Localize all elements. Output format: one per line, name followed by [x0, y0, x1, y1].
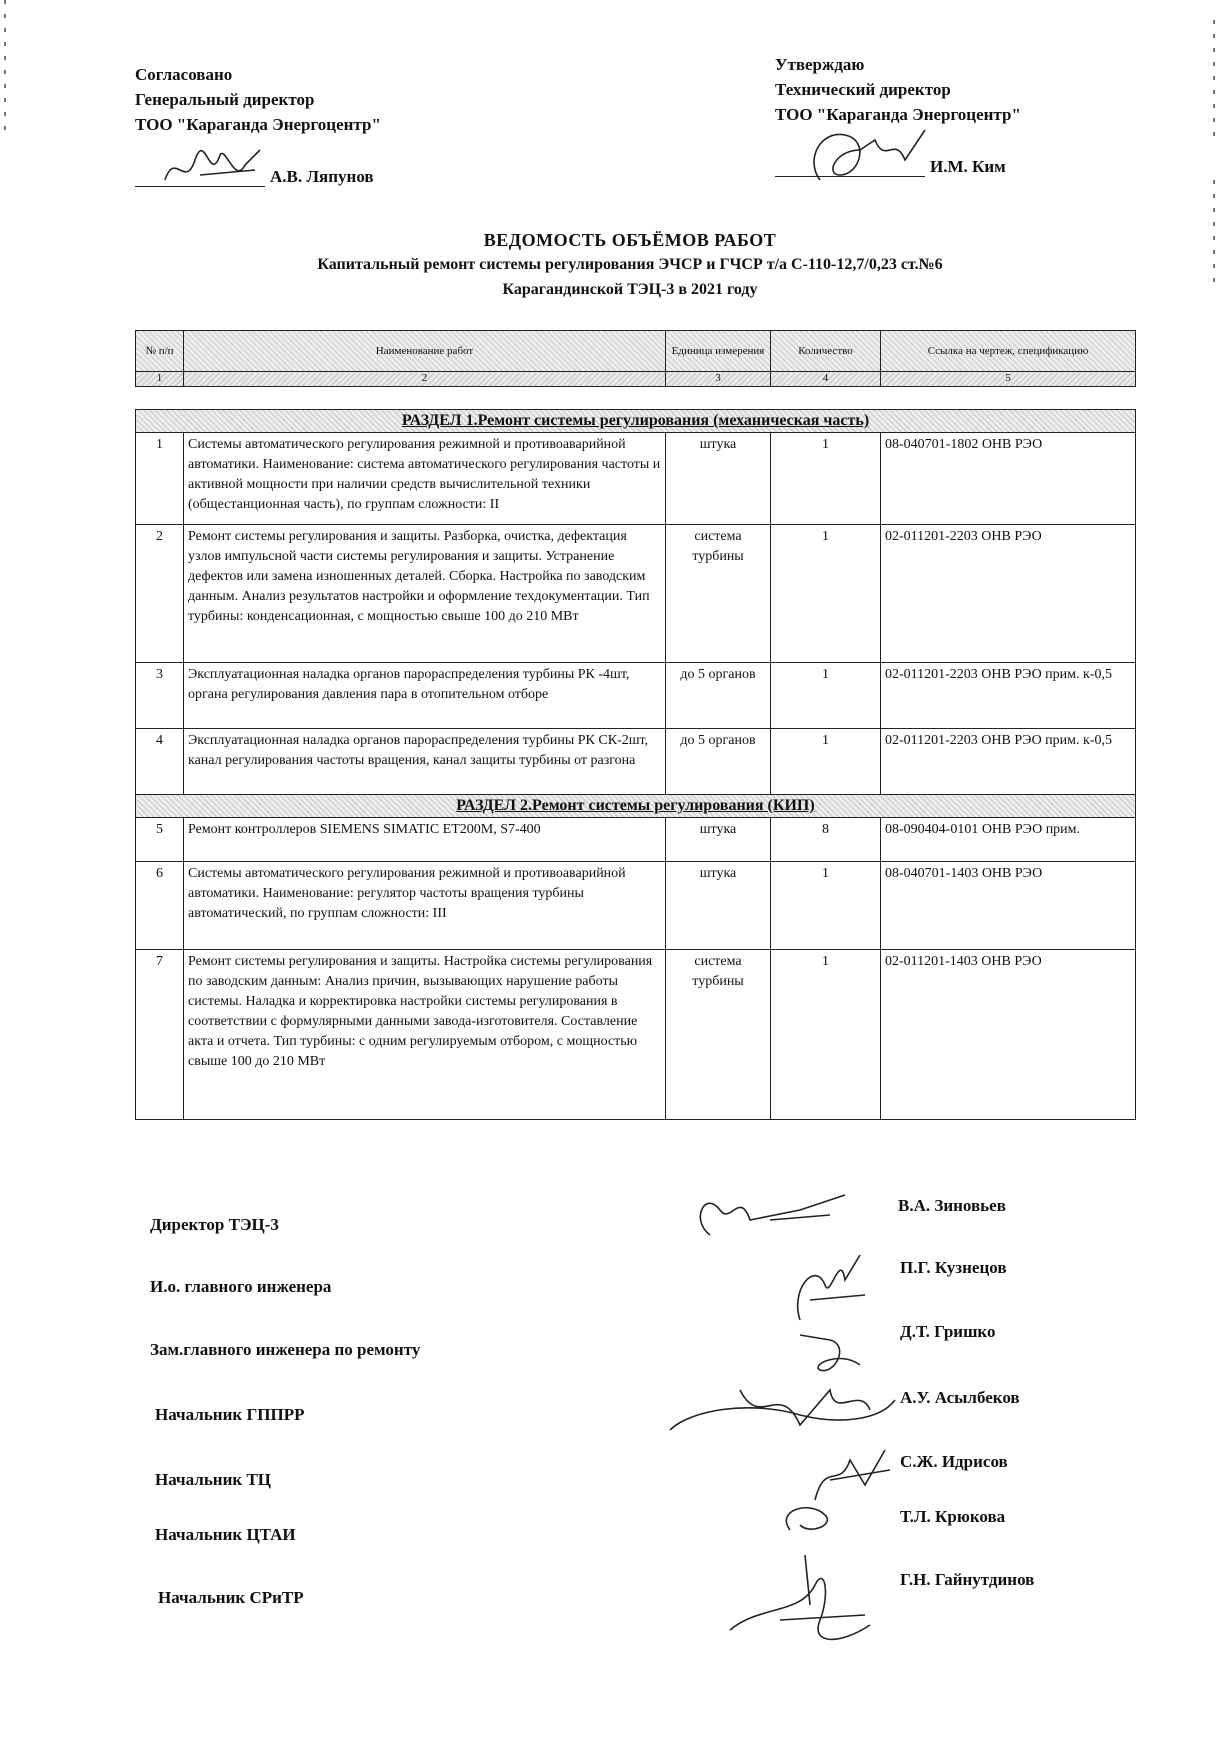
row-quantity: 1 [771, 525, 881, 663]
signature-name: Д.Т. Гришко [900, 1322, 996, 1341]
row-quantity: 1 [771, 433, 881, 525]
row-reference: 02-011201-2203 ОНВ РЭО прим. к-0,5 [881, 663, 1136, 729]
row-unit: до 5 органов [666, 729, 771, 795]
section-2-title: РАЗДЕЛ 2.Ремонт системы регулирования (КИП) [136, 795, 1136, 818]
row-unit: штука [666, 433, 771, 525]
handwritten-signature-5 [770, 1440, 900, 1540]
header-no: № п/п [136, 331, 184, 372]
table-row [136, 525, 1136, 663]
scan-edge-mark [1213, 20, 1215, 140]
row-number: 7 [136, 950, 184, 1120]
row-quantity: 1 [771, 950, 881, 1120]
table-gap-row [136, 387, 1136, 410]
table-gap-cell [136, 387, 1136, 410]
section-1-title: РАЗДЕЛ 1.Ремонт системы регулирования (механическая часть) [136, 410, 1136, 433]
row-unit: система турбины [666, 950, 771, 1120]
signature-name: Т.Л. Крюкова [900, 1507, 1006, 1526]
column-number-row [136, 372, 1136, 387]
row-reference: 02-011201-2203 ОНВ РЭО [881, 525, 1136, 663]
row-work-name: Ремонт системы регулирования и защиты. Настройка системы регулирования по заводским данным: Анализ причин, вызывающих нарушение работы системы. Наладка и корректировка настройки системы регулирования в соответствии с формулярными данными завода-изготовителя. Составление акта и отчета. Тип турбины: с одним регулируемым отбором, с мощностью свыше 100 до 210 МВт [184, 950, 666, 1120]
left-approval-block [135, 62, 381, 137]
row-work-name: Ремонт контроллеров SIEMENS SIMATIC ET200M, S7-400 [184, 818, 666, 862]
header-qty: Количество [771, 331, 881, 372]
column-number: 4 [771, 372, 881, 387]
left-signer-name: А.В. Ляпунов [270, 167, 374, 186]
signature-role: Зам.главного инженера по ремонту [150, 1340, 421, 1359]
row-unit: штука [666, 818, 771, 862]
row-unit: система турбины [666, 525, 771, 663]
row-number: 1 [136, 433, 184, 525]
table-row [136, 950, 1136, 1120]
row-work-name: Эксплуатационная наладка органов парораспределения турбины РК -4шт, органа регулирования давления пара в отопительном отборе [184, 663, 666, 729]
scan-edge-mark [4, 0, 6, 140]
document-title: ВЕДОМОСТЬ ОБЪЁМОВ РАБОТ [483, 230, 777, 250]
row-reference: 08-040701-1802 ОНВ РЭО [881, 433, 1136, 525]
table-row [136, 663, 1136, 729]
column-number: 3 [666, 372, 771, 387]
section-2-row [136, 795, 1136, 818]
row-quantity: 1 [771, 729, 881, 795]
row-number: 6 [136, 862, 184, 950]
signature-role: И.о. главного инженера [150, 1277, 332, 1296]
row-work-name: Ремонт системы регулирования и защиты. Разборка, очистка, дефектация узлов импульсной части системы регулирования и защиты. Устранение дефектов или замена изношенных деталей. Сборка. Настройка по заводским данным. Анализ результатов настройки и оформление техдокументации. Тип турбины: конденсационная, с мощностью свыше 100 до 210 МВт [184, 525, 666, 663]
left-approval-line-3: ТОО "Караганда Энергоцентр" [135, 115, 381, 134]
row-number: 2 [136, 525, 184, 663]
left-handwritten-signature [160, 140, 270, 195]
row-quantity: 1 [771, 862, 881, 950]
section-1-row [136, 410, 1136, 433]
left-approval-line-2: Генеральный директор [135, 90, 315, 109]
handwritten-signature-6 [720, 1545, 890, 1655]
table-row [136, 729, 1136, 795]
column-number: 1 [136, 372, 184, 387]
header-name: Наименование работ [184, 331, 666, 372]
row-unit: штука [666, 862, 771, 950]
row-unit: до 5 органов [666, 663, 771, 729]
column-number: 2 [184, 372, 666, 387]
works-table [135, 330, 1136, 1120]
table-row [136, 433, 1136, 525]
signature-role: Начальник ЦТАИ [155, 1525, 296, 1544]
row-quantity: 1 [771, 663, 881, 729]
document-subtitle-2: Карагандинской ТЭЦ-3 в 2021 году [502, 281, 758, 298]
right-signer-name: И.М. Ким [930, 157, 1006, 176]
right-approval-line-1: Утверждаю [775, 55, 865, 74]
row-work-name: Системы автоматического регулирования режимной и противоаварийной автоматики. Наименование: регулятор частоты вращения турбины автоматический, по группам сложности: III [184, 862, 666, 950]
signature-role: Директор ТЭЦ-3 [150, 1215, 279, 1234]
signature-name: П.Г. Кузнецов [900, 1258, 1007, 1277]
table-row [136, 818, 1136, 862]
signature-name: А.У. Асылбеков [900, 1388, 1020, 1407]
scan-edge-mark [1213, 180, 1215, 290]
row-reference: 02-011201-1403 ОНВ РЭО [881, 950, 1136, 1120]
signature-role: Начальник СРиТР [158, 1588, 304, 1607]
row-reference: 08-090404-0101 ОНВ РЭО прим. [881, 818, 1136, 862]
right-approval-block [775, 52, 1021, 127]
row-number: 3 [136, 663, 184, 729]
right-handwritten-signature [800, 120, 940, 195]
handwritten-signature-2 [780, 1240, 880, 1330]
row-work-name: Эксплуатационная наладка органов парораспределения турбины РК СК-2шт, канал регулирования частоты вращения, канал защиты турбины от разгона [184, 729, 666, 795]
row-number: 4 [136, 729, 184, 795]
row-reference: 02-011201-2203 ОНВ РЭО прим. к-0,5 [881, 729, 1136, 795]
document-subtitle: Капитальный ремонт системы регулирования ЭЧСР и ГЧСР т/а С-110-12,7/0,23 ст.№6 [317, 256, 943, 273]
signature-name: В.А. Зиновьев [898, 1196, 1006, 1215]
header-unit: Единица измерения [666, 331, 771, 372]
column-number: 5 [881, 372, 1136, 387]
signature-name: Г.Н. Гайнутдинов [900, 1570, 1035, 1589]
row-work-name: Системы автоматического регулирования режимной и противоаварийной автоматики. Наименование: система автоматического регулирования частоты и активной мощности при наличии средств вычислительной техники (общестанционная часть), по группам сложности: II [184, 433, 666, 525]
row-reference: 08-040701-1403 ОНВ РЭО [881, 862, 1136, 950]
right-approval-line-2: Технический директор [775, 80, 951, 99]
right-approval-line-3: ТОО "Караганда Энергоцентр" [775, 105, 1021, 124]
table-header-row [136, 331, 1136, 372]
signature-name: С.Ж. Идрисов [900, 1452, 1008, 1471]
header-ref: Ссылка на чертеж, спецификацию [881, 331, 1136, 372]
signature-role: Начальник ТЦ [155, 1470, 272, 1489]
signature-role: Начальник ГППРР [155, 1405, 305, 1424]
row-number: 5 [136, 818, 184, 862]
left-approval-line-1: Согласовано [135, 65, 233, 84]
table-row [136, 862, 1136, 950]
row-quantity: 8 [771, 818, 881, 862]
